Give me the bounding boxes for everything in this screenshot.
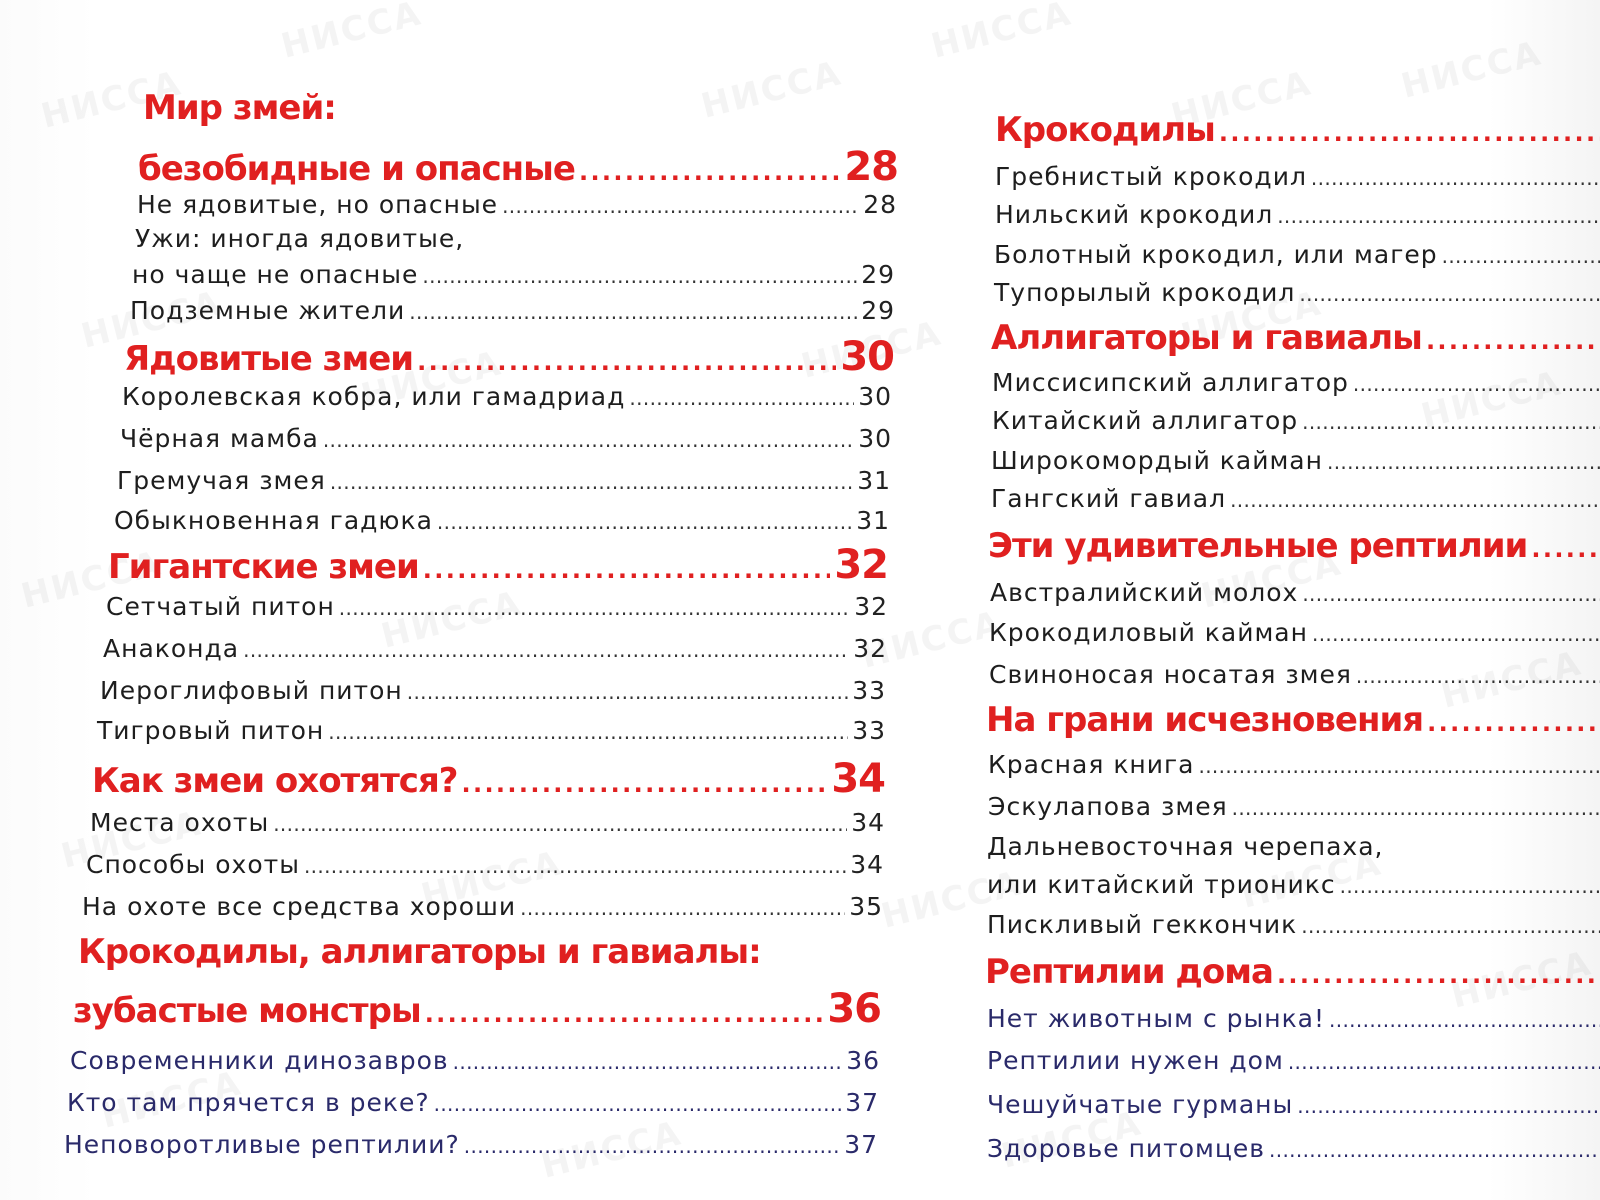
- toc-item[interactable]: [70, 1046, 880, 1075]
- toc-item-label: Обыкновенная гадюка: [114, 506, 433, 535]
- toc-item[interactable]: [987, 910, 1600, 939]
- toc-item[interactable]: [103, 634, 887, 663]
- toc-item-label: Красная книга: [988, 750, 1195, 779]
- dot-leader: [579, 158, 840, 186]
- toc-item-label: Нильский крокодил: [995, 200, 1274, 229]
- toc-item-label: Нет животным с рынка!: [987, 1004, 1326, 1033]
- dot-leader: [1277, 204, 1600, 228]
- toc-item-label: Кто там прячется в реке?: [67, 1088, 430, 1117]
- toc-item[interactable]: [67, 1088, 879, 1117]
- dot-leader: [330, 470, 853, 494]
- toc-heading[interactable]: Мир змей:: [143, 88, 336, 128]
- toc-item[interactable]: [86, 850, 884, 879]
- dot-leader: [328, 720, 848, 744]
- dot-leader: [1426, 327, 1600, 355]
- dot-leader: [422, 264, 857, 288]
- toc-item-label: Подземные жители: [130, 296, 406, 325]
- toc-page-number: 30: [858, 424, 892, 453]
- toc-page-number: 33: [852, 716, 886, 745]
- toc-item-label: Чёрная мамба: [120, 424, 319, 453]
- toc-item-label: Тигровый питон: [97, 716, 325, 745]
- dot-leader: [339, 596, 850, 620]
- toc-item[interactable]: [991, 446, 1600, 475]
- toc-item-label: Неповоротливые рептилии?: [64, 1130, 460, 1159]
- toc-item-label: Тупорылый крокодил: [994, 278, 1296, 307]
- dot-leader: [1312, 622, 1600, 646]
- dot-leader: [407, 680, 848, 704]
- dot-leader: [1442, 244, 1600, 268]
- toc-item-label: Здоровье питомцев: [987, 1134, 1266, 1163]
- dot-leader: [425, 1000, 824, 1028]
- toc-item[interactable]: [991, 484, 1600, 513]
- toc-heading-entry[interactable]: [124, 334, 894, 380]
- dot-leader: [304, 854, 846, 878]
- toc-item-label: Китайский аллигатор: [992, 406, 1299, 435]
- toc-item-label: Сетчатый питон: [106, 592, 335, 621]
- toc-heading-entry[interactable]: [995, 110, 1600, 150]
- toc-heading-label: Ядовитые змеи: [124, 339, 414, 379]
- toc-item-label: Иероглифовый питон: [100, 676, 403, 705]
- toc-item-label: Крокодиловый кайман: [989, 618, 1308, 647]
- toc-item-label: Не ядовитые, но опасные: [137, 190, 499, 219]
- toc-heading-label: Эти удивительные рептилии: [988, 526, 1528, 566]
- toc-item-label: Свиноносая носатая змея: [989, 660, 1352, 689]
- toc-heading-entry[interactable]: [986, 700, 1600, 740]
- toc-item-label[interactable]: Ужи: иногда ядовитые,: [135, 224, 465, 253]
- toc-heading-label: Рептилии дома: [985, 952, 1273, 992]
- toc-item[interactable]: [100, 676, 886, 705]
- toc-item[interactable]: [987, 1134, 1600, 1163]
- toc-item-label: Широкомордый кайман: [991, 446, 1323, 475]
- toc-heading-label: Крокодилы: [995, 110, 1215, 150]
- toc-right-column: [985, 0, 1600, 1200]
- toc-page-number: 29: [861, 260, 895, 289]
- toc-item[interactable]: [989, 618, 1600, 647]
- toc-page-number: 37: [844, 1130, 878, 1159]
- toc-item-label: Гребнистый крокодил: [995, 162, 1307, 191]
- toc-item[interactable]: [987, 1004, 1600, 1033]
- toc-item-label: Болотный крокодил, или магер: [994, 240, 1438, 269]
- toc-item-label[interactable]: Дальневосточная черепаха,: [987, 832, 1384, 861]
- dot-leader: [1353, 372, 1600, 396]
- toc-item[interactable]: [90, 808, 885, 837]
- toc-item-label: Гангский гавиал: [991, 484, 1227, 513]
- toc-page-number: 32: [834, 542, 888, 588]
- toc-page-number: 37: [845, 1088, 879, 1117]
- toc-page-number: 35: [849, 892, 883, 921]
- toc-page-number: 34: [851, 808, 885, 837]
- dot-leader: [520, 896, 845, 920]
- dot-leader: [464, 1134, 840, 1158]
- toc-page-number: 34: [831, 756, 885, 802]
- dot-leader: [1269, 1138, 1600, 1162]
- toc-page-number: 34: [850, 850, 884, 879]
- dot-leader: [1329, 1008, 1600, 1032]
- toc-heading-entry[interactable]: [138, 144, 898, 190]
- dot-leader: [1219, 119, 1600, 147]
- toc-item-label: Австралийский молох: [990, 578, 1299, 607]
- toc-heading-label: Гигантские змеи: [108, 547, 419, 587]
- toc-item-label: Гремучая змея: [117, 466, 326, 495]
- toc-item-label: Способы охоты: [86, 850, 300, 879]
- toc-item[interactable]: [987, 1046, 1600, 1075]
- dot-leader: [1427, 709, 1600, 737]
- dot-leader: [629, 386, 854, 410]
- dot-leader: [1301, 914, 1600, 938]
- toc-item-label: но чаще не опасные: [132, 260, 419, 289]
- toc-item[interactable]: [122, 382, 892, 411]
- dot-leader: [1531, 535, 1600, 563]
- dot-leader: [1288, 1050, 1600, 1074]
- dot-leader: [243, 638, 849, 662]
- toc-item[interactable]: [97, 716, 886, 745]
- toc-item[interactable]: [990, 578, 1600, 607]
- dot-leader: [1302, 582, 1600, 606]
- toc-heading-entry[interactable]: [92, 756, 885, 802]
- dot-leader: [1356, 664, 1600, 688]
- toc-item-label: или китайский трионикс: [987, 870, 1336, 899]
- toc-item[interactable]: [120, 424, 892, 453]
- toc-heading-label: Как змеи охотятся?: [92, 761, 458, 801]
- dot-leader: [273, 812, 847, 836]
- dot-leader: [1299, 282, 1600, 306]
- toc-item-label: Эскулапова змея: [988, 792, 1228, 821]
- toc-item[interactable]: [106, 592, 888, 621]
- toc-item[interactable]: [82, 892, 883, 921]
- toc-page-number: 32: [853, 634, 887, 663]
- toc-page-number: 28: [863, 190, 897, 219]
- toc-item[interactable]: [988, 792, 1600, 821]
- dot-leader: [1230, 488, 1600, 512]
- toc-item-label: Миссисипский аллигатор: [992, 368, 1349, 397]
- toc-item[interactable]: [994, 240, 1600, 269]
- toc-item[interactable]: [989, 660, 1600, 689]
- toc-item[interactable]: [994, 278, 1600, 307]
- toc-item-label: Рептилии нужен дом: [987, 1046, 1284, 1075]
- dot-leader: [409, 300, 857, 324]
- toc-heading-label: безобидные и опасные: [138, 149, 575, 189]
- toc-item[interactable]: [132, 260, 895, 289]
- dot-leader: [1327, 450, 1600, 474]
- toc-item[interactable]: [130, 296, 895, 325]
- toc-item[interactable]: [137, 190, 897, 219]
- toc-heading[interactable]: Крокодилы, аллигаторы и гавиалы:: [78, 932, 761, 972]
- toc-page-number: 28: [844, 144, 898, 190]
- toc-heading-entry[interactable]: [991, 318, 1600, 358]
- toc-item-label: Современники динозавров: [70, 1046, 449, 1075]
- toc-item-label: Чешуйчатые гурманы: [987, 1090, 1294, 1119]
- toc-page-number: 31: [857, 466, 891, 495]
- toc-item-label: На охоте все средства хороши: [82, 892, 517, 921]
- toc-page-number: 30: [840, 334, 894, 380]
- toc-page-number: 36: [846, 1046, 880, 1075]
- dot-leader: [1311, 166, 1600, 190]
- dot-leader: [1232, 796, 1600, 820]
- toc-heading-entry[interactable]: [988, 526, 1600, 566]
- toc-heading-label: На грани исчезновения: [986, 700, 1424, 740]
- toc-item[interactable]: [988, 750, 1600, 779]
- toc-item[interactable]: [114, 506, 890, 535]
- dot-leader: [1198, 754, 1600, 778]
- toc-item[interactable]: [117, 466, 891, 495]
- dot-leader: [417, 348, 836, 376]
- toc-item[interactable]: [64, 1130, 878, 1159]
- toc-item-label: Анаконда: [103, 634, 240, 663]
- dot-leader: [1277, 961, 1600, 989]
- toc-page-number: 29: [861, 296, 895, 325]
- toc-heading-entry[interactable]: [73, 986, 881, 1032]
- toc-page-number: 31: [856, 506, 890, 535]
- dot-leader: [423, 556, 831, 584]
- dot-leader: [323, 428, 854, 452]
- toc-heading-label: Аллигаторы и гавиалы: [991, 318, 1422, 358]
- dot-leader: [1302, 410, 1600, 434]
- toc-item[interactable]: [992, 406, 1600, 435]
- toc-page-number: 33: [852, 676, 886, 705]
- dot-leader: [453, 1050, 843, 1074]
- toc-item[interactable]: [987, 1090, 1600, 1119]
- toc-heading-label: зубастые монстры: [73, 991, 421, 1031]
- dot-leader: [1297, 1094, 1600, 1118]
- toc-page-number: 36: [827, 986, 881, 1032]
- toc-heading-entry[interactable]: [108, 542, 888, 588]
- dot-leader: [502, 194, 859, 218]
- toc-heading-entry[interactable]: [985, 952, 1600, 992]
- dot-leader: [1340, 874, 1600, 898]
- toc-item-label: Королевская кобра, или гамадриад: [122, 382, 626, 411]
- toc-item[interactable]: [987, 870, 1600, 899]
- dot-leader: [434, 1092, 842, 1116]
- toc-item-label: Места охоты: [90, 808, 270, 837]
- toc-item[interactable]: [995, 200, 1600, 229]
- toc-item-label: Пискливый геккончик: [987, 910, 1298, 939]
- toc-item[interactable]: [995, 162, 1600, 191]
- dot-leader: [437, 510, 852, 534]
- toc-page-number: 32: [854, 592, 888, 621]
- dot-leader: [462, 770, 828, 798]
- toc-item[interactable]: [992, 368, 1600, 397]
- toc-page-number: 30: [858, 382, 892, 411]
